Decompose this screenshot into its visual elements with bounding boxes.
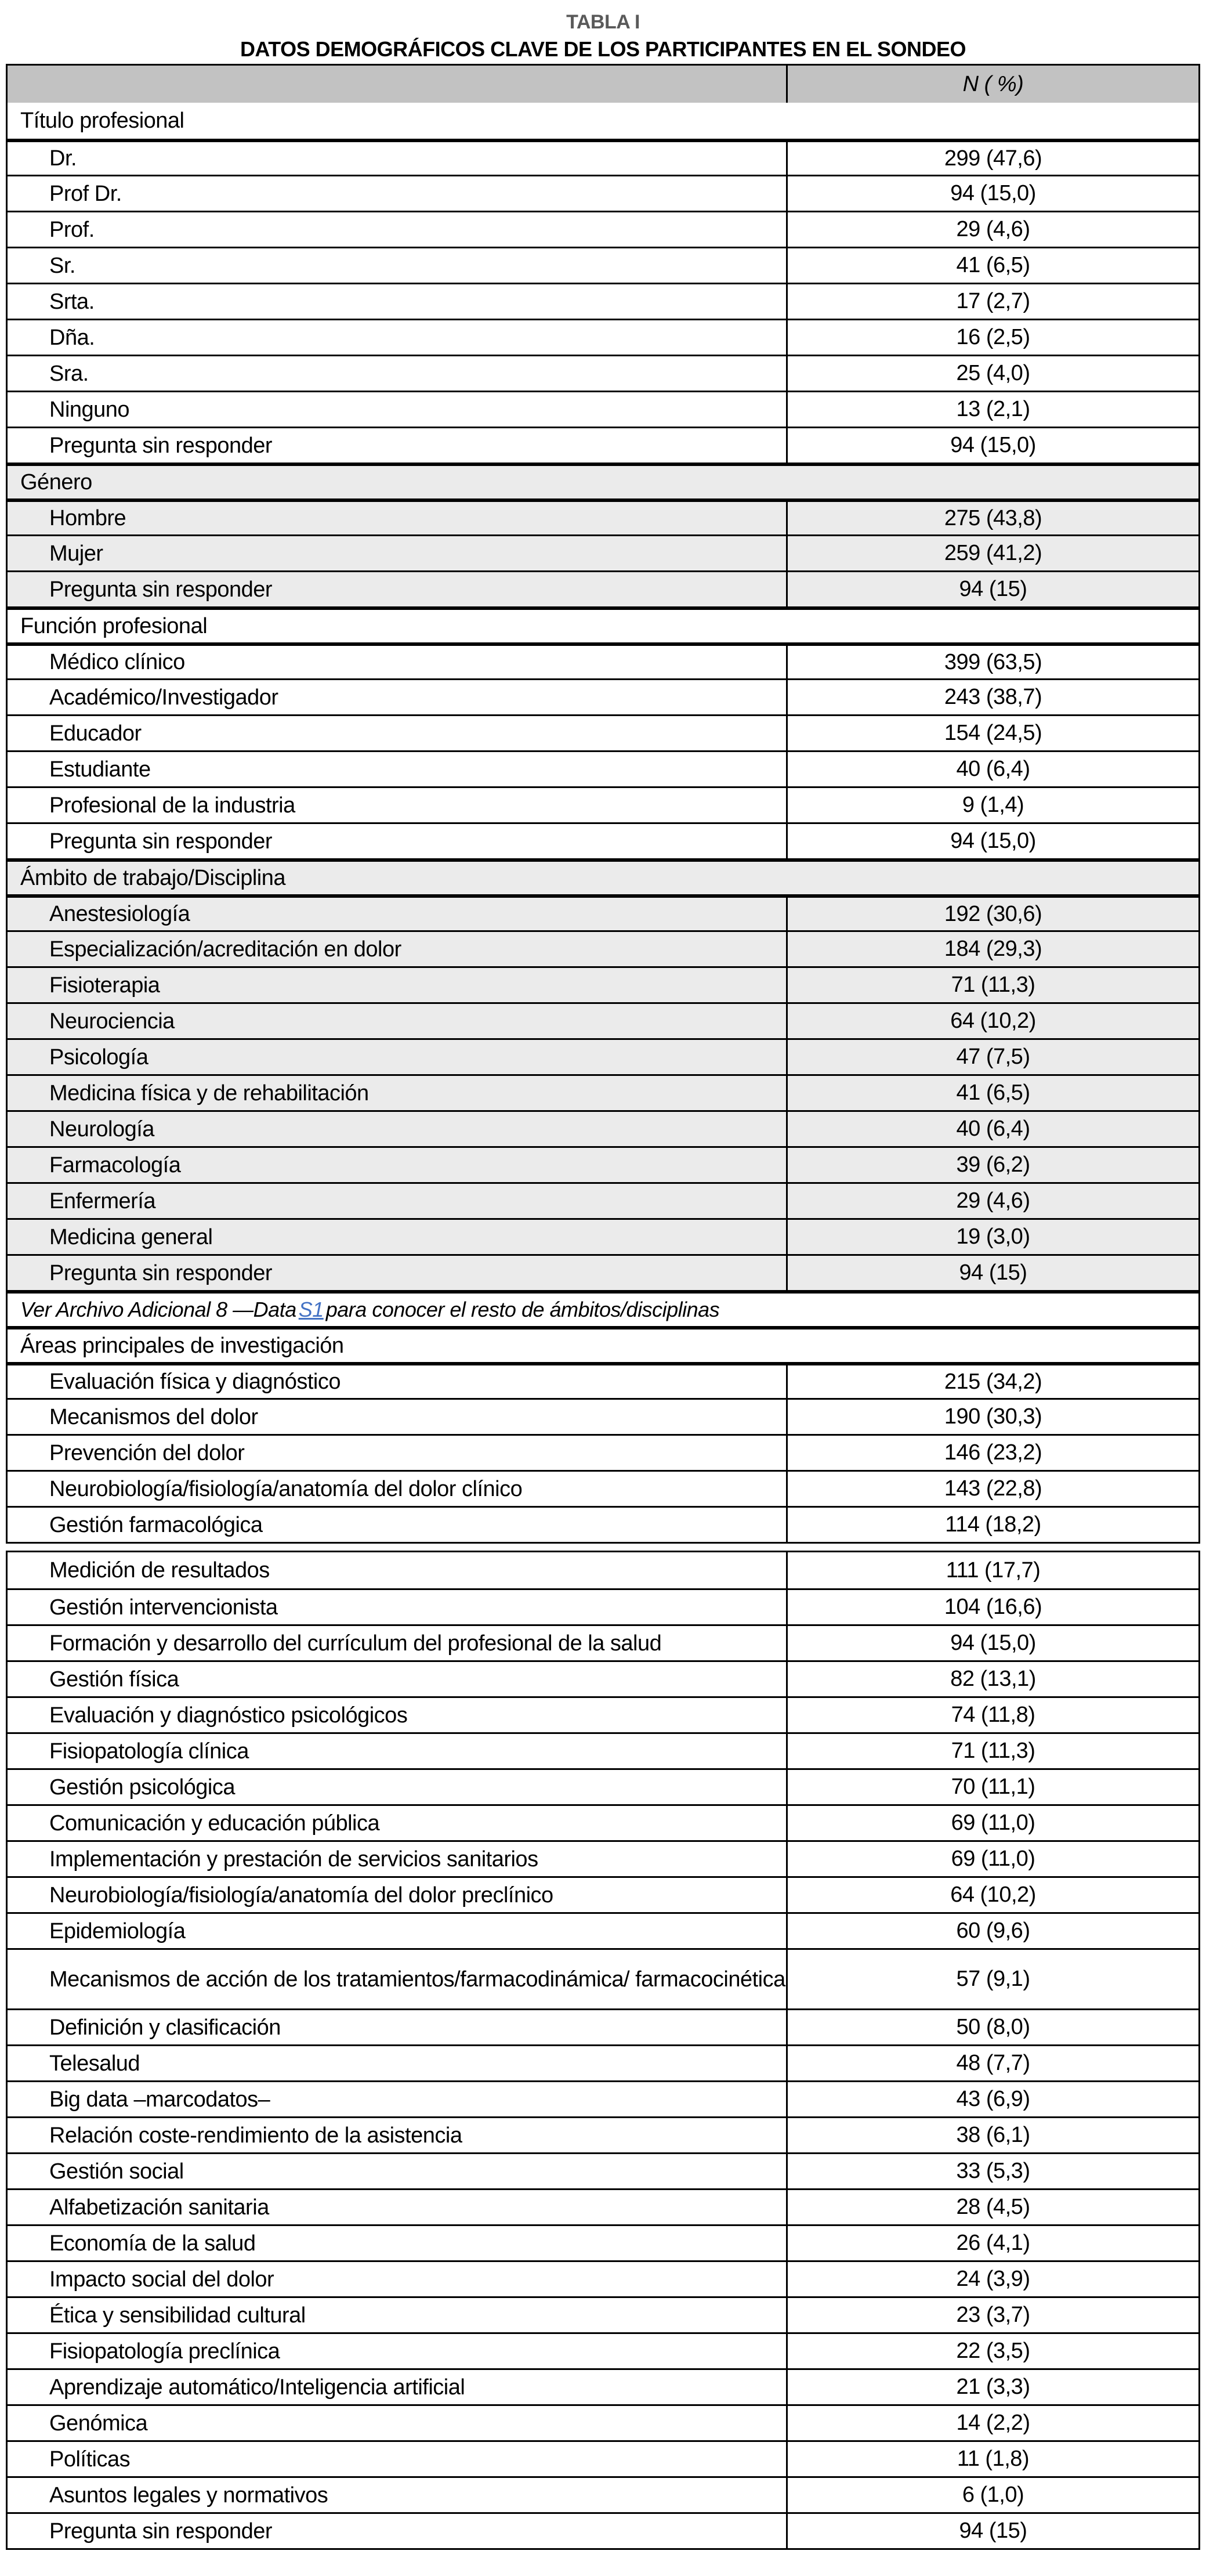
- row-label-text: Estudiante: [49, 757, 151, 782]
- row-label-text: Formación y desarrollo del currículum del profesional de la salud: [49, 1631, 662, 1656]
- table-row: [8, 2332, 1198, 2368]
- row-value: 47 (7,5): [786, 1040, 1198, 1074]
- row-label: [8, 1698, 786, 1732]
- row-label-text: Evaluación y diagnóstico psicológicos: [49, 1703, 408, 1728]
- row-label: [8, 2478, 786, 2512]
- row-label: [8, 572, 786, 606]
- row-value: 64 (10,2): [786, 1878, 1198, 1912]
- row-label: [8, 932, 786, 966]
- row-label-text: Asuntos legales y normativos: [49, 2483, 328, 2508]
- row-label: [8, 2118, 786, 2152]
- row-value: 94 (15): [786, 2514, 1198, 2548]
- row-label-text: Pregunta sin responder: [49, 577, 273, 602]
- row-label: [8, 248, 786, 283]
- row-label: [8, 2334, 786, 2368]
- row-value: 94 (15,0): [786, 176, 1198, 211]
- row-label: [8, 1148, 786, 1182]
- demographics-table-block-1: [6, 64, 1200, 1544]
- row-label-text: Pregunta sin responder: [49, 2519, 273, 2544]
- demographics-table-block-2: [6, 1551, 1200, 2550]
- table-row: [8, 2512, 1198, 2548]
- row-value: 94 (15,0): [786, 824, 1198, 858]
- row-label: [8, 176, 786, 211]
- row-value: 39 (6,2): [786, 1148, 1198, 1182]
- row-label-text: Hombre: [49, 506, 126, 530]
- row-value: 6 (1,0): [786, 2478, 1198, 2512]
- row-value: 275 (43,8): [786, 502, 1198, 534]
- table-row: [8, 2116, 1198, 2152]
- row-value: 29 (4,6): [786, 1184, 1198, 1218]
- table-row: [8, 427, 1198, 463]
- row-label: [8, 2190, 786, 2224]
- row-label: [8, 1662, 786, 1696]
- table-row: [8, 2008, 1198, 2044]
- row-label: [8, 212, 786, 247]
- row-label-text: Políticas: [49, 2447, 131, 2472]
- row-label: [8, 2514, 786, 2548]
- row-value: 104 (16,6): [786, 1590, 1198, 1624]
- row-value: 259 (41,2): [786, 536, 1198, 570]
- table-row: [8, 1002, 1198, 1038]
- row-label: [8, 1365, 786, 1398]
- row-label: [8, 1329, 1198, 1362]
- row-value: 64 (10,2): [786, 1004, 1198, 1038]
- row-label: [8, 103, 1198, 139]
- table-row: [8, 1506, 1198, 1542]
- row-label-text: Enfermería: [49, 1188, 155, 1213]
- row-label-text: Gestión psicológica: [49, 1775, 236, 1800]
- row-value: 74 (11,8): [786, 1698, 1198, 1732]
- row-value: 111 (17,7): [786, 1552, 1198, 1588]
- row-value: 71 (11,3): [786, 1734, 1198, 1768]
- table-row: [8, 2260, 1198, 2296]
- table-row: [8, 1290, 1198, 1326]
- table-row: [8, 355, 1198, 391]
- table-row: [8, 678, 1198, 714]
- row-value: 43 (6,9): [786, 2082, 1198, 2116]
- row-label: [8, 2442, 786, 2476]
- table-row: [8, 175, 1198, 211]
- row-value: 70 (11,1): [786, 1770, 1198, 1804]
- row-label: [8, 2154, 786, 2188]
- row-value: 114 (18,2): [786, 1508, 1198, 1542]
- table-row: [8, 1362, 1198, 1398]
- row-label-text: Farmacología: [49, 1152, 181, 1177]
- table-row: [8, 498, 1198, 534]
- row-value: 48 (7,7): [786, 2046, 1198, 2080]
- row-label-text: Neurociencia: [49, 1009, 175, 1034]
- row-value: 38 (6,1): [786, 2118, 1198, 2152]
- row-label-text: Dr.: [49, 146, 77, 171]
- row-label-text: Sr.: [49, 253, 75, 278]
- row-label: [8, 1400, 786, 1434]
- table-row: [8, 1470, 1198, 1506]
- table-row: [8, 1110, 1198, 1146]
- row-label: [8, 1076, 786, 1110]
- row-label-text: Académico/Investigador: [49, 685, 278, 710]
- table-row: [8, 1768, 1198, 1804]
- page-subtitle: DATOS DEMOGRÁFICOS CLAVE DE LOS PARTICIPANTES EN EL SONDEO: [240, 37, 966, 61]
- row-label-text: Profesional de la industria: [49, 793, 295, 818]
- table-row: [8, 1948, 1198, 2008]
- table-row: [8, 1840, 1198, 1876]
- table-title-block: [0, 0, 1206, 64]
- row-label: [8, 824, 786, 858]
- table-row: [8, 1876, 1198, 1912]
- row-value: 69 (11,0): [786, 1842, 1198, 1876]
- row-label: [8, 2226, 786, 2260]
- row-label-text: Fisiopatología clínica: [49, 1739, 249, 1764]
- row-label-text: Big data –marcodatos–: [49, 2087, 270, 2112]
- row-label: [8, 1770, 786, 1804]
- row-value: 21 (3,3): [786, 2370, 1198, 2404]
- row-label: [8, 2298, 786, 2332]
- row-label-text: Gestión farmacológica: [49, 1512, 263, 1537]
- row-value: 60 (9,6): [786, 1914, 1198, 1948]
- row-label: [8, 466, 1198, 498]
- row-value: 26 (4,1): [786, 2226, 1198, 2260]
- row-label: [8, 752, 786, 786]
- row-label-text: Pregunta sin responder: [49, 433, 273, 458]
- row-label-text: Educador: [49, 721, 142, 746]
- row-label-text: Médico clínico: [49, 650, 185, 674]
- row-label: [8, 788, 786, 822]
- row-label: [8, 968, 786, 1002]
- row-label: [8, 1004, 786, 1038]
- header-empty-cell: [8, 66, 786, 103]
- row-value: 143 (22,8): [786, 1472, 1198, 1506]
- table-row: [8, 319, 1198, 355]
- row-label: [8, 1294, 1198, 1326]
- table-row: [8, 570, 1198, 606]
- row-label: [8, 1626, 786, 1660]
- row-label: [8, 646, 786, 678]
- table-row: [8, 1552, 1198, 1588]
- row-label: [8, 898, 786, 930]
- row-value: 190 (30,3): [786, 1400, 1198, 1434]
- row-value: 57 (9,1): [786, 1950, 1198, 2008]
- row-value: 22 (3,5): [786, 2334, 1198, 2368]
- row-label: [8, 1914, 786, 1948]
- row-label: [8, 142, 786, 175]
- row-label: [8, 428, 786, 463]
- table-row: [8, 1588, 1198, 1624]
- row-value: 94 (15): [786, 1256, 1198, 1290]
- row-label: [8, 1878, 786, 1912]
- row-value: 299 (47,6): [786, 142, 1198, 175]
- row-label-text: Comunicación y educación pública: [49, 1811, 380, 1836]
- note-suffix-text: para conocer el resto de ámbitos/disciplinas: [325, 1298, 720, 1321]
- table-row: [8, 103, 1198, 139]
- row-label-text: Mecanismos del dolor: [49, 1404, 258, 1429]
- row-label-text: Prevención del dolor: [49, 1440, 245, 1465]
- row-value: 24 (3,9): [786, 2262, 1198, 2296]
- row-label: [8, 1472, 786, 1506]
- row-label-text: Genómica: [49, 2411, 148, 2436]
- row-label-text: Medicina general: [49, 1224, 213, 1249]
- row-label-text: Alfabetización sanitaria: [49, 2195, 269, 2220]
- row-label-text: Mujer: [49, 541, 103, 566]
- row-label-text: Gestión física: [49, 1667, 179, 1692]
- row-label-text: Medición de resultados: [49, 1558, 270, 1583]
- row-value: 69 (11,0): [786, 1806, 1198, 1840]
- row-value: 192 (30,6): [786, 898, 1198, 930]
- table-row: [8, 1624, 1198, 1660]
- row-label-text: Ética y sensibilidad cultural: [49, 2303, 306, 2328]
- row-label: [8, 1220, 786, 1254]
- row-value: 14 (2,2): [786, 2406, 1198, 2440]
- row-value: 154 (24,5): [786, 716, 1198, 750]
- table-row: [8, 463, 1198, 498]
- row-label: [8, 862, 1198, 894]
- table-row: [8, 1326, 1198, 1362]
- table-row: [8, 1146, 1198, 1182]
- table-row: [8, 283, 1198, 319]
- table-row: [8, 1182, 1198, 1218]
- row-value: 29 (4,6): [786, 212, 1198, 247]
- row-label: [8, 680, 786, 714]
- row-label-text: Evaluación física y diagnóstico: [49, 1370, 341, 1394]
- table-row: [8, 1074, 1198, 1110]
- table-row: [8, 2476, 1198, 2512]
- table-row: [8, 2404, 1198, 2440]
- table-row: [8, 534, 1198, 570]
- row-label-text: Prof Dr.: [49, 181, 122, 206]
- row-label-text: Neurobiología/fisiología/anatomía del dolor preclínico: [49, 1883, 553, 1907]
- row-label-text: Gestión social: [49, 2159, 184, 2184]
- row-label-text: Función profesional: [20, 614, 208, 638]
- row-value: 71 (11,3): [786, 968, 1198, 1002]
- row-label: [8, 392, 786, 427]
- table-row: [8, 2080, 1198, 2116]
- table-row: [8, 2440, 1198, 2476]
- row-label-text: Epidemiología: [49, 1919, 186, 1943]
- row-value: 146 (23,2): [786, 1436, 1198, 1470]
- table-row: [8, 822, 1198, 858]
- row-label-text: Género: [20, 470, 92, 494]
- table-row: [8, 1398, 1198, 1434]
- row-label-text: Relación coste-rendimiento de la asistencia: [49, 2123, 462, 2148]
- row-label: [8, 2262, 786, 2296]
- row-value: 13 (2,1): [786, 392, 1198, 427]
- row-label-text: Anestesiología: [49, 902, 190, 926]
- row-label: [8, 610, 1198, 642]
- table-row: [8, 2368, 1198, 2404]
- table-row: [8, 930, 1198, 966]
- row-value: 33 (5,3): [786, 2154, 1198, 2188]
- row-value: 40 (6,4): [786, 1112, 1198, 1146]
- table-row: [8, 211, 1198, 247]
- row-label: [8, 1806, 786, 1840]
- table-row: [8, 1038, 1198, 1074]
- row-label: [8, 2010, 786, 2044]
- table-row: [8, 858, 1198, 894]
- row-value: 28 (4,5): [786, 2190, 1198, 2224]
- row-value: 94 (15,0): [786, 1626, 1198, 1660]
- row-value: 399 (63,5): [786, 646, 1198, 678]
- row-label-text: Ámbito de trabajo/Disciplina: [20, 866, 286, 890]
- row-value: 9 (1,4): [786, 788, 1198, 822]
- row-label-text: Economía de la salud: [49, 2231, 256, 2256]
- row-label: [8, 1040, 786, 1074]
- row-label: [8, 320, 786, 355]
- row-value: 40 (6,4): [786, 752, 1198, 786]
- table-row: [8, 1660, 1198, 1696]
- row-label-text: Título profesional: [20, 109, 184, 133]
- row-label: [8, 1552, 786, 1588]
- row-value: 17 (2,7): [786, 284, 1198, 319]
- row-label: [8, 1508, 786, 1542]
- row-value: 41 (6,5): [786, 1076, 1198, 1110]
- row-label-text: Impacto social del dolor: [49, 2267, 274, 2292]
- table-row: [8, 2152, 1198, 2188]
- page-title: TABLA I: [566, 11, 640, 33]
- row-label-text: Gestión intervencionista: [49, 1595, 278, 1620]
- row-label: [8, 1184, 786, 1218]
- row-label: [8, 356, 786, 391]
- row-value: 50 (8,0): [786, 2010, 1198, 2044]
- row-label-text: Especialización/acreditación en dolor: [49, 937, 401, 962]
- table-row: [8, 2044, 1198, 2080]
- table-row: [8, 966, 1198, 1002]
- row-value: 11 (1,8): [786, 2442, 1198, 2476]
- table-row: [8, 1732, 1198, 1768]
- row-label: [8, 1590, 786, 1624]
- row-label-text: Medicina física y de rehabilitación: [49, 1081, 369, 1105]
- row-label-text: Definición y clasificación: [49, 2015, 281, 2040]
- row-value: 184 (29,3): [786, 932, 1198, 966]
- row-label: [8, 1436, 786, 1470]
- column-header-n-percent: N ( %): [786, 66, 1198, 103]
- row-value: 82 (13,1): [786, 1662, 1198, 1696]
- table-row: [8, 247, 1198, 283]
- table-row: [8, 1696, 1198, 1732]
- table-row: [8, 606, 1198, 642]
- table-row: [8, 391, 1198, 427]
- row-value: 41 (6,5): [786, 248, 1198, 283]
- table-row: [8, 894, 1198, 930]
- row-value: 94 (15,0): [786, 428, 1198, 463]
- row-label: [8, 1734, 786, 1768]
- table-row: [8, 714, 1198, 750]
- row-label: [8, 716, 786, 750]
- row-value: 19 (3,0): [786, 1220, 1198, 1254]
- table-header-row: [8, 66, 1198, 103]
- row-value: 25 (4,0): [786, 356, 1198, 391]
- table-row: [8, 139, 1198, 175]
- row-label-text: Mecanismos de acción de los tratamientos/farmacodinámica/ farmacocinética: [49, 1967, 785, 1992]
- row-value: 215 (34,2): [786, 1365, 1198, 1398]
- row-label-text: Áreas principales de investigación: [20, 1334, 344, 1358]
- row-value: 243 (38,7): [786, 680, 1198, 714]
- row-label-text: Sra.: [49, 361, 89, 386]
- table-row: [8, 1804, 1198, 1840]
- table-row: [8, 786, 1198, 822]
- row-label-text: Implementación y prestación de servicios sanitarios: [49, 1847, 538, 1872]
- table-row: [8, 1218, 1198, 1254]
- row-value: 23 (3,7): [786, 2298, 1198, 2332]
- table-row: [8, 2296, 1198, 2332]
- row-label: [8, 2406, 786, 2440]
- table-row: [8, 1434, 1198, 1470]
- row-value: 94 (15): [786, 572, 1198, 606]
- row-label: [8, 1256, 786, 1290]
- table-row: [8, 2188, 1198, 2224]
- row-label-text: Ninguno: [49, 397, 130, 422]
- row-label-text: Neurobiología/fisiología/anatomía del dolor clínico: [49, 1476, 523, 1501]
- row-label-text: Fisiopatología preclínica: [49, 2339, 280, 2364]
- row-label-text: Psicología: [49, 1045, 149, 1070]
- row-label: [8, 2370, 786, 2404]
- row-value: 16 (2,5): [786, 320, 1198, 355]
- table-row: [8, 642, 1198, 678]
- row-label-text: Pregunta sin responder: [49, 829, 273, 854]
- table-row: [8, 1912, 1198, 1948]
- row-label: [8, 1842, 786, 1876]
- table-row: [8, 2224, 1198, 2260]
- row-label: [8, 536, 786, 570]
- row-label: [8, 1112, 786, 1146]
- row-label-text: Telesalud: [49, 2051, 140, 2076]
- row-label: [8, 2046, 786, 2080]
- row-label: [8, 502, 786, 534]
- row-label-text: Neurología: [49, 1117, 154, 1141]
- row-label: [8, 284, 786, 319]
- table-row: [8, 750, 1198, 786]
- row-label-text: Srta.: [49, 289, 95, 314]
- row-label-text: Fisioterapia: [49, 973, 160, 998]
- table-row: [8, 1254, 1198, 1290]
- row-label-text: Pregunta sin responder: [49, 1260, 273, 1285]
- row-label: [8, 2082, 786, 2116]
- data-s1-link[interactable]: S1: [298, 1298, 324, 1321]
- row-label-text: Prof.: [49, 217, 95, 242]
- note-prefix-text: Ver Archivo Adicional 8 —Data: [20, 1298, 296, 1321]
- row-label-text: Aprendizaje automático/Inteligencia artificial: [49, 2375, 465, 2400]
- row-label: [8, 1950, 786, 2008]
- row-label-text: Dña.: [49, 325, 95, 350]
